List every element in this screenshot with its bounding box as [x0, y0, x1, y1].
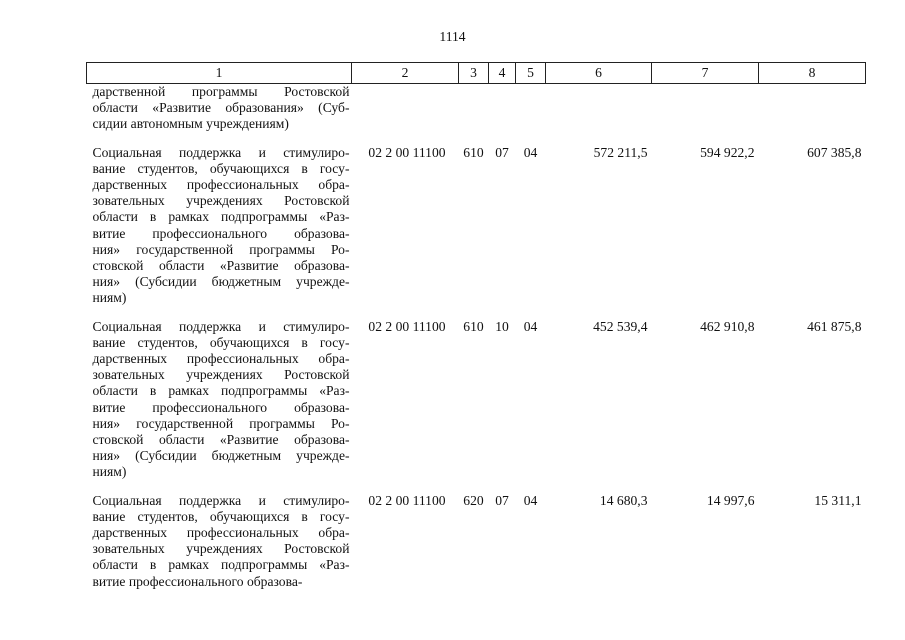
description-line: вание студентов, обучающихся в госу- — [92, 334, 350, 350]
description-line: витие профессионального образова- — [92, 225, 350, 241]
description-line: зовательных учреждениях Ростовской — [92, 541, 350, 557]
row-description — [87, 84, 352, 133]
amount-year-3: 607 385,8 — [807, 144, 862, 160]
amount-year-1: 14 680,3 — [599, 492, 648, 508]
amount-year-1: 572 211,5 — [593, 144, 648, 160]
column-header: 8 — [759, 63, 866, 84]
amount-year-2: 462 910,8 — [700, 318, 755, 334]
amount-year-2: 594 922,2 — [700, 144, 755, 160]
amount-year-3: 461 875,8 — [807, 318, 862, 334]
description-line: области в рамках подпрограммы «Раз- — [92, 209, 350, 225]
description-line: зовательных учреждениях Ростовской — [92, 367, 350, 383]
target-code: 02 2 00 11100 — [368, 144, 446, 160]
table-row — [87, 133, 866, 307]
subsection: 04 — [523, 318, 538, 334]
description-line: дарственных профессиональных обра- — [92, 351, 350, 367]
description-line: ния» государственной программы Ро- — [92, 241, 350, 257]
header-row — [87, 63, 866, 84]
description-line: стовской области «Развитие образова- — [92, 258, 350, 274]
amount-year-1 — [546, 84, 652, 133]
target-code: 02 2 00 11100 — [368, 492, 446, 508]
section — [489, 84, 516, 133]
table-row — [87, 84, 866, 133]
page-number: 1114 — [439, 29, 466, 44]
target-code — [352, 84, 459, 133]
column-header: 6 — [546, 63, 652, 84]
description-line: вание студентов, обучающихся в госу- — [92, 508, 350, 524]
description-line: Социальная поддержка и стимулиро- — [92, 492, 350, 508]
amount-year-2: 14 997,6 — [706, 492, 755, 508]
description-line: ния» (Субсидии бюджетным учрежде- — [92, 274, 350, 290]
amount-year-2 — [652, 84, 759, 133]
table-row — [87, 307, 866, 481]
amount-year-3: 15 311,1 — [814, 492, 862, 508]
column-header: 3 — [459, 63, 489, 84]
description-line: ния» (Субсидии бюджетным учрежде- — [92, 448, 350, 464]
amount-year-3 — [759, 84, 866, 133]
description-line: зовательных учреждениях Ростовской — [92, 193, 350, 209]
row-description — [87, 133, 352, 307]
budget-table — [86, 62, 866, 590]
description-line: витие профессионального образова- — [92, 399, 350, 415]
section: 07 — [495, 492, 509, 508]
section: 07 — [495, 144, 509, 160]
amount-year-1: 452 539,4 — [593, 318, 648, 334]
section: 10 — [495, 318, 509, 334]
description-line: области «Развитие образования» (Суб- — [92, 100, 350, 116]
column-header: 7 — [652, 63, 759, 84]
description-line: вание студентов, обучающихся в госу- — [92, 160, 350, 176]
description-line: витие профессионального образова- — [92, 573, 303, 589]
description-line: Социальная поддержка и стимулиро- — [92, 144, 350, 160]
target-code: 02 2 00 11100 — [368, 318, 446, 334]
column-header: 4 — [489, 63, 516, 84]
description-line: ния» государственной программы Ро- — [92, 415, 350, 431]
description-line: дарственных профессиональных обра- — [92, 177, 350, 193]
expense-type: 620 — [463, 492, 484, 508]
subsection — [516, 84, 546, 133]
description-line: дарственной программы Ростовской — [92, 84, 350, 99]
expense-type: 610 — [463, 318, 484, 334]
description-line: стовской области «Развитие образова- — [92, 432, 350, 448]
column-header: 5 — [516, 63, 546, 84]
row-description — [87, 481, 352, 590]
description-line: дарственных профессиональных обра- — [92, 525, 350, 541]
subsection: 04 — [523, 144, 538, 160]
expense-type — [459, 84, 489, 133]
column-header: 2 — [352, 63, 459, 84]
subsection: 04 — [523, 492, 538, 508]
row-description — [87, 307, 352, 481]
description-line: сидии автономным учреждениям) — [92, 116, 289, 132]
column-header: 1 — [87, 63, 352, 84]
expense-type: 610 — [463, 144, 484, 160]
description-line: ниям) — [92, 464, 127, 480]
description-line: области в рамках подпрограммы «Раз- — [92, 383, 350, 399]
table-row — [87, 481, 866, 590]
description-line: ниям) — [92, 290, 127, 306]
description-line: области в рамках подпрограммы «Раз- — [92, 557, 350, 573]
description-line: Социальная поддержка и стимулиро- — [92, 318, 350, 334]
